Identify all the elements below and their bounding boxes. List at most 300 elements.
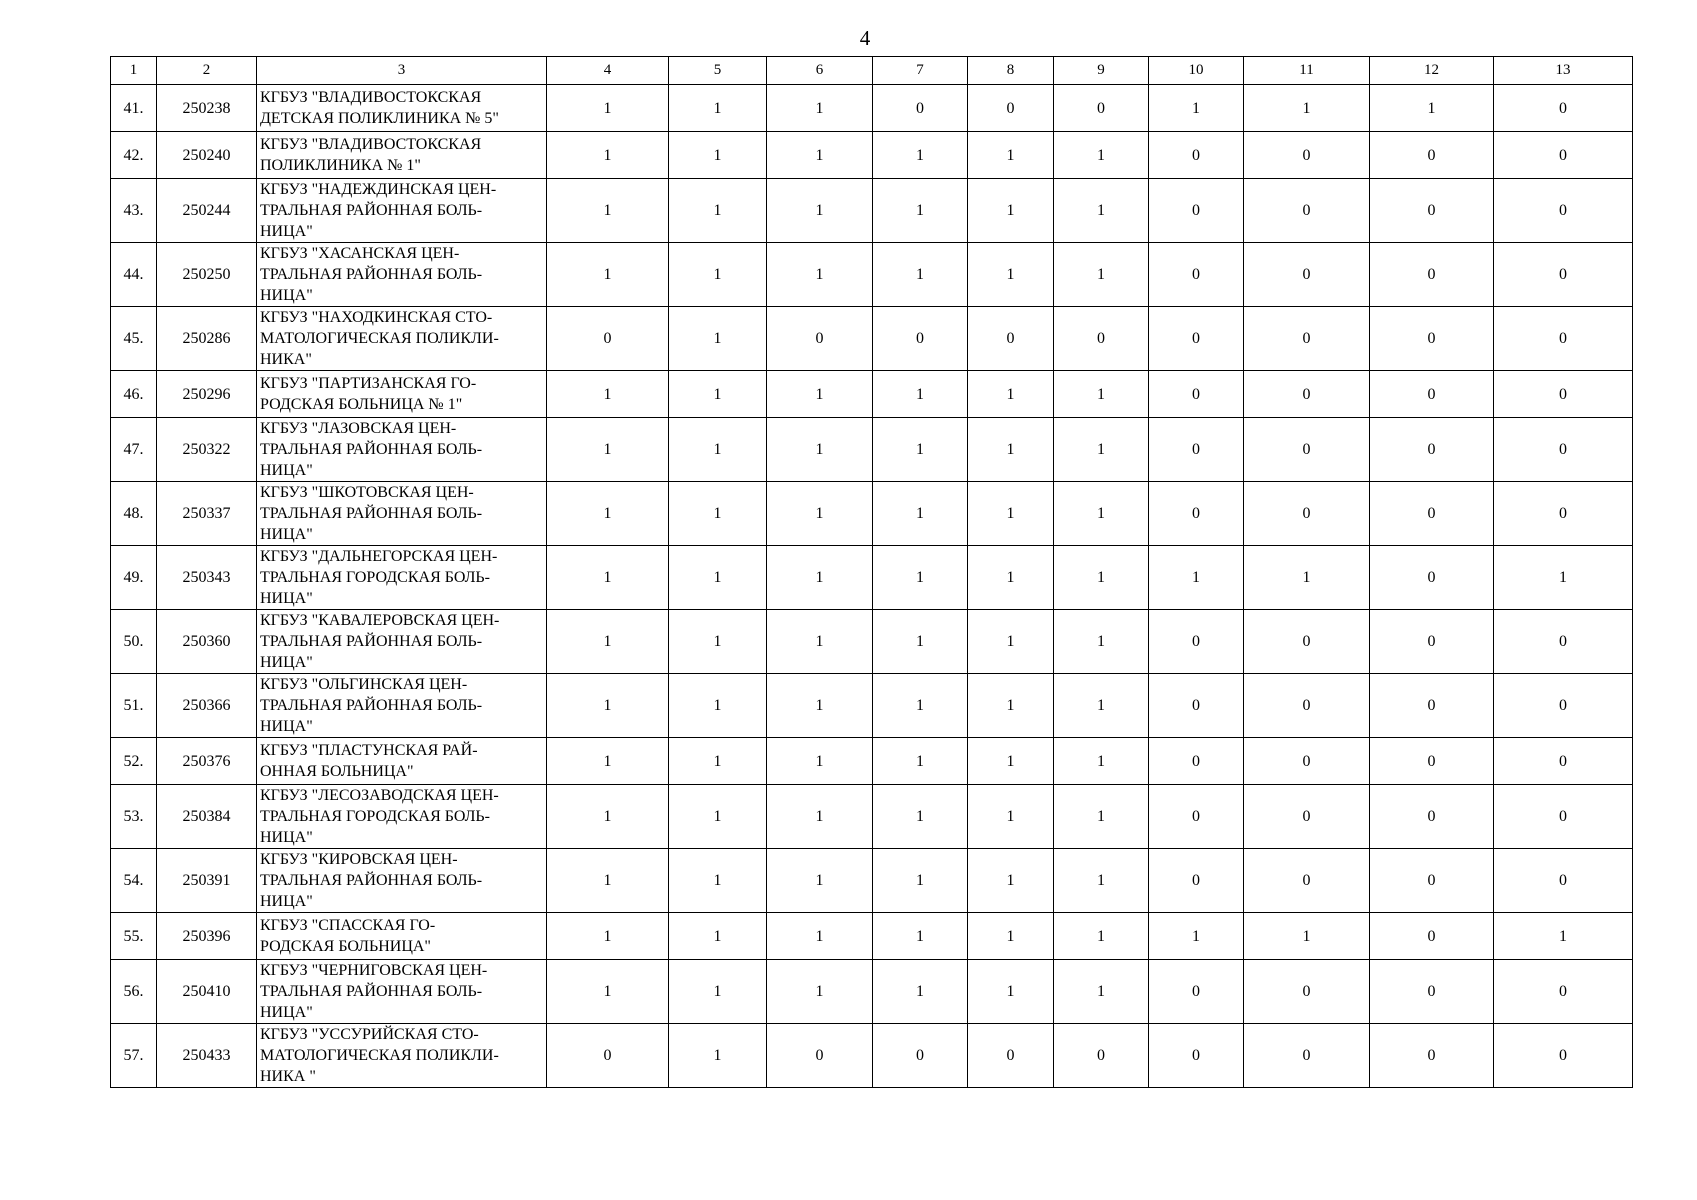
value-cell-col-4: 1 (547, 738, 669, 785)
column-header-1: 1 (111, 57, 157, 85)
column-header-4: 4 (547, 57, 669, 85)
table-body (111, 85, 1633, 1088)
organization-name-line: КГБУЗ "УССУРИЙСКАЯ СТО- (260, 1026, 479, 1043)
value-cell-col-13: 0 (1494, 418, 1633, 482)
row-number: 56. (111, 960, 157, 1024)
value-cell-col-9: 1 (1054, 913, 1149, 960)
column-header-12: 12 (1370, 57, 1494, 85)
organization-code: 250384 (157, 785, 257, 849)
value-cell-col-4: 1 (547, 785, 669, 849)
value-cell-col-6: 1 (767, 610, 873, 674)
row-number: 51. (111, 674, 157, 738)
table-row (111, 785, 1633, 849)
table-row (111, 674, 1633, 738)
value-cell-col-7: 1 (873, 243, 968, 307)
value-cell-col-13: 0 (1494, 785, 1633, 849)
value-cell-col-6: 1 (767, 674, 873, 738)
value-cell-col-8: 1 (968, 913, 1054, 960)
value-cell-col-11: 0 (1244, 1024, 1370, 1088)
column-header-6: 6 (767, 57, 873, 85)
organization-name-line: КГБУЗ "ШКОТОВСКАЯ ЦЕН- (260, 484, 474, 501)
value-cell-col-5: 1 (669, 482, 767, 546)
table-row (111, 307, 1633, 371)
organization-name-line: НИЦА" (260, 1004, 313, 1021)
organization-name-line: НИЦА" (260, 893, 313, 910)
value-cell-col-5: 1 (669, 307, 767, 371)
value-cell-col-4: 1 (547, 913, 669, 960)
organization-name-line: НИЦА" (260, 462, 313, 479)
value-cell-col-6: 1 (767, 371, 873, 418)
value-cell-col-10: 0 (1149, 132, 1244, 179)
value-cell-col-4: 1 (547, 849, 669, 913)
row-number: 47. (111, 418, 157, 482)
value-cell-col-10: 0 (1149, 960, 1244, 1024)
organization-name-line: ТРАЛЬНАЯ РАЙОННАЯ БОЛЬ- (260, 872, 483, 889)
value-cell-col-12: 0 (1370, 674, 1494, 738)
value-cell-col-5: 1 (669, 132, 767, 179)
organization-name-line: НИЦА" (260, 526, 313, 543)
value-cell-col-7: 0 (873, 85, 968, 132)
value-cell-col-8: 1 (968, 849, 1054, 913)
value-cell-col-10: 0 (1149, 610, 1244, 674)
value-cell-col-13: 1 (1494, 546, 1633, 610)
organization-name (257, 243, 547, 307)
value-cell-col-8: 0 (968, 307, 1054, 371)
value-cell-col-12: 0 (1370, 610, 1494, 674)
organization-name-line: МАТОЛОГИЧЕСКАЯ ПОЛИКЛИ- (260, 1047, 499, 1064)
value-cell-col-12: 1 (1370, 85, 1494, 132)
value-cell-col-6: 1 (767, 546, 873, 610)
value-cell-col-9: 1 (1054, 179, 1149, 243)
value-cell-col-13: 1 (1494, 913, 1633, 960)
value-cell-col-9: 1 (1054, 482, 1149, 546)
value-cell-col-6: 0 (767, 1024, 873, 1088)
organization-name (257, 913, 547, 960)
organization-name-line: ТРАЛЬНАЯ РАЙОННАЯ БОЛЬ- (260, 633, 483, 650)
organization-code: 250238 (157, 85, 257, 132)
value-cell-col-7: 0 (873, 1024, 968, 1088)
value-cell-col-11: 0 (1244, 610, 1370, 674)
value-cell-col-12: 0 (1370, 482, 1494, 546)
value-cell-col-6: 1 (767, 179, 873, 243)
value-cell-col-6: 1 (767, 785, 873, 849)
organization-code: 250244 (157, 179, 257, 243)
value-cell-col-12: 0 (1370, 546, 1494, 610)
table-row (111, 960, 1633, 1024)
organization-name-line: ТРАЛЬНАЯ ГОРОДСКАЯ БОЛЬ- (260, 569, 490, 586)
table-row (111, 1024, 1633, 1088)
value-cell-col-11: 0 (1244, 132, 1370, 179)
table-row (111, 546, 1633, 610)
organization-name (257, 738, 547, 785)
organization-name-line: КГБУЗ "НАХОДКИНСКАЯ СТО- (260, 309, 493, 326)
row-number: 50. (111, 610, 157, 674)
table-row (111, 243, 1633, 307)
organization-code: 250286 (157, 307, 257, 371)
value-cell-col-9: 1 (1054, 849, 1149, 913)
organization-name-line: КГБУЗ "ХАСАНСКАЯ ЦЕН- (260, 245, 460, 262)
row-number: 52. (111, 738, 157, 785)
value-cell-col-13: 0 (1494, 1024, 1633, 1088)
value-cell-col-6: 1 (767, 132, 873, 179)
value-cell-col-13: 0 (1494, 243, 1633, 307)
organization-code: 250366 (157, 674, 257, 738)
organization-name-line: НИЦА" (260, 223, 313, 240)
table-row (111, 738, 1633, 785)
value-cell-col-7: 1 (873, 371, 968, 418)
organization-code: 250391 (157, 849, 257, 913)
value-cell-col-12: 0 (1370, 960, 1494, 1024)
row-number: 45. (111, 307, 157, 371)
value-cell-col-10: 0 (1149, 418, 1244, 482)
value-cell-col-10: 0 (1149, 785, 1244, 849)
table-row (111, 132, 1633, 179)
value-cell-col-7: 0 (873, 307, 968, 371)
value-cell-col-5: 1 (669, 179, 767, 243)
value-cell-col-4: 1 (547, 85, 669, 132)
value-cell-col-8: 1 (968, 674, 1054, 738)
value-cell-col-8: 1 (968, 546, 1054, 610)
table-row (111, 418, 1633, 482)
value-cell-col-12: 0 (1370, 849, 1494, 913)
organization-code: 250410 (157, 960, 257, 1024)
row-number: 53. (111, 785, 157, 849)
table-row (111, 371, 1633, 418)
row-number: 44. (111, 243, 157, 307)
table-row (111, 913, 1633, 960)
value-cell-col-7: 1 (873, 418, 968, 482)
organization-name-line: КГБУЗ "ПАРТИЗАНСКАЯ ГО- (260, 375, 477, 392)
page-number: 4 (859, 26, 871, 50)
value-cell-col-10: 0 (1149, 482, 1244, 546)
value-cell-col-5: 1 (669, 85, 767, 132)
value-cell-col-10: 0 (1149, 1024, 1244, 1088)
value-cell-col-11: 0 (1244, 371, 1370, 418)
table-row (111, 482, 1633, 546)
value-cell-col-8: 1 (968, 785, 1054, 849)
organization-code: 250360 (157, 610, 257, 674)
column-header-5: 5 (669, 57, 767, 85)
value-cell-col-7: 1 (873, 785, 968, 849)
value-cell-col-11: 0 (1244, 674, 1370, 738)
value-cell-col-12: 0 (1370, 738, 1494, 785)
value-cell-col-9: 1 (1054, 243, 1149, 307)
value-cell-col-6: 1 (767, 418, 873, 482)
organization-name (257, 960, 547, 1024)
value-cell-col-6: 0 (767, 307, 873, 371)
value-cell-col-13: 0 (1494, 482, 1633, 546)
organization-name-line: КГБУЗ "КАВАЛЕРОВСКАЯ ЦЕН- (260, 612, 500, 629)
row-number: 49. (111, 546, 157, 610)
value-cell-col-8: 1 (968, 738, 1054, 785)
value-cell-col-8: 1 (968, 482, 1054, 546)
value-cell-col-12: 0 (1370, 243, 1494, 307)
organization-code: 250296 (157, 371, 257, 418)
value-cell-col-13: 0 (1494, 674, 1633, 738)
value-cell-col-9: 1 (1054, 132, 1149, 179)
value-cell-col-5: 1 (669, 913, 767, 960)
value-cell-col-7: 1 (873, 960, 968, 1024)
value-cell-col-11: 0 (1244, 307, 1370, 371)
value-cell-col-6: 1 (767, 913, 873, 960)
value-cell-col-10: 0 (1149, 849, 1244, 913)
value-cell-col-13: 0 (1494, 610, 1633, 674)
organization-code: 250433 (157, 1024, 257, 1088)
organization-code: 250240 (157, 132, 257, 179)
value-cell-col-9: 0 (1054, 307, 1149, 371)
organization-name-line: ТРАЛЬНАЯ РАЙОННАЯ БОЛЬ- (260, 697, 483, 714)
column-header-2: 2 (157, 57, 257, 85)
value-cell-col-8: 1 (968, 418, 1054, 482)
value-cell-col-4: 1 (547, 960, 669, 1024)
value-cell-col-10: 1 (1149, 913, 1244, 960)
value-cell-col-13: 0 (1494, 738, 1633, 785)
organization-name-line: ТРАЛЬНАЯ ГОРОДСКАЯ БОЛЬ- (260, 808, 490, 825)
row-number: 41. (111, 85, 157, 132)
value-cell-col-5: 1 (669, 371, 767, 418)
value-cell-col-4: 0 (547, 307, 669, 371)
value-cell-col-10: 0 (1149, 243, 1244, 307)
table-row (111, 179, 1633, 243)
value-cell-col-10: 0 (1149, 307, 1244, 371)
organization-name (257, 849, 547, 913)
value-cell-col-7: 1 (873, 546, 968, 610)
organization-name-line: КГБУЗ "ЧЕРНИГОВСКАЯ ЦЕН- (260, 962, 488, 979)
value-cell-col-5: 1 (669, 243, 767, 307)
organization-name (257, 307, 547, 371)
organization-name-line: ТРАЛЬНАЯ РАЙОННАЯ БОЛЬ- (260, 441, 483, 458)
organization-code: 250322 (157, 418, 257, 482)
organization-name (257, 482, 547, 546)
table-header-row (111, 57, 1633, 85)
value-cell-col-5: 1 (669, 418, 767, 482)
value-cell-col-10: 0 (1149, 738, 1244, 785)
value-cell-col-8: 1 (968, 179, 1054, 243)
value-cell-col-9: 1 (1054, 546, 1149, 610)
value-cell-col-11: 0 (1244, 418, 1370, 482)
value-cell-col-11: 1 (1244, 546, 1370, 610)
value-cell-col-12: 0 (1370, 179, 1494, 243)
value-cell-col-8: 1 (968, 243, 1054, 307)
value-cell-col-8: 0 (968, 1024, 1054, 1088)
value-cell-col-8: 1 (968, 132, 1054, 179)
organization-name-line: КГБУЗ "ЛАЗОВСКАЯ ЦЕН- (260, 420, 457, 437)
value-cell-col-5: 1 (669, 674, 767, 738)
value-cell-col-13: 0 (1494, 307, 1633, 371)
value-cell-col-4: 1 (547, 418, 669, 482)
value-cell-col-4: 1 (547, 482, 669, 546)
value-cell-col-4: 1 (547, 371, 669, 418)
value-cell-col-13: 0 (1494, 960, 1633, 1024)
organization-name-line: МАТОЛОГИЧЕСКАЯ ПОЛИКЛИ- (260, 330, 499, 347)
value-cell-col-9: 1 (1054, 960, 1149, 1024)
organization-name (257, 371, 547, 418)
organization-name (257, 418, 547, 482)
value-cell-col-5: 1 (669, 849, 767, 913)
value-cell-col-12: 0 (1370, 785, 1494, 849)
organization-name-line: КГБУЗ "ЛЕСОЗАВОДСКАЯ ЦЕН- (260, 787, 499, 804)
organization-code: 250343 (157, 546, 257, 610)
organization-name-line: ПОЛИКЛИНИКА № 1" (260, 157, 421, 174)
organization-name-line: РОДСКАЯ БОЛЬНИЦА" (260, 938, 431, 955)
organization-name-line: КГБУЗ "НАДЕЖДИНСКАЯ ЦЕН- (260, 181, 497, 198)
organization-name-line: ДЕТСКАЯ ПОЛИКЛИНИКА № 5" (260, 110, 499, 127)
value-cell-col-11: 0 (1244, 960, 1370, 1024)
value-cell-col-11: 0 (1244, 738, 1370, 785)
value-cell-col-11: 0 (1244, 179, 1370, 243)
row-number: 57. (111, 1024, 157, 1088)
value-cell-col-12: 0 (1370, 1024, 1494, 1088)
value-cell-col-12: 0 (1370, 913, 1494, 960)
value-cell-col-9: 1 (1054, 674, 1149, 738)
organization-name-line: РОДСКАЯ БОЛЬНИЦА № 1" (260, 396, 463, 413)
value-cell-col-6: 1 (767, 960, 873, 1024)
organization-name (257, 1024, 547, 1088)
organization-name-line: НИЦА" (260, 654, 313, 671)
value-cell-col-6: 1 (767, 243, 873, 307)
value-cell-col-13: 0 (1494, 132, 1633, 179)
row-number: 46. (111, 371, 157, 418)
value-cell-col-5: 1 (669, 1024, 767, 1088)
value-cell-col-9: 1 (1054, 785, 1149, 849)
value-cell-col-6: 1 (767, 849, 873, 913)
organization-name-line: ТРАЛЬНАЯ РАЙОННАЯ БОЛЬ- (260, 266, 483, 283)
column-header-13: 13 (1494, 57, 1633, 85)
value-cell-col-13: 0 (1494, 371, 1633, 418)
row-number: 48. (111, 482, 157, 546)
value-cell-col-4: 1 (547, 674, 669, 738)
table-row (111, 849, 1633, 913)
value-cell-col-8: 1 (968, 371, 1054, 418)
organization-name-line: НИЦА" (260, 590, 313, 607)
value-cell-col-5: 1 (669, 738, 767, 785)
value-cell-col-7: 1 (873, 849, 968, 913)
value-cell-col-12: 0 (1370, 307, 1494, 371)
value-cell-col-5: 1 (669, 960, 767, 1024)
organization-name-line: НИКА" (260, 351, 312, 368)
row-number: 55. (111, 913, 157, 960)
value-cell-col-4: 1 (547, 179, 669, 243)
organization-name-line: ТРАЛЬНАЯ РАЙОННАЯ БОЛЬ- (260, 983, 483, 1000)
organization-name-line: КГБУЗ "ДАЛЬНЕГОРСКАЯ ЦЕН- (260, 548, 498, 565)
organization-code: 250337 (157, 482, 257, 546)
value-cell-col-4: 1 (547, 243, 669, 307)
organization-name (257, 674, 547, 738)
value-cell-col-13: 0 (1494, 849, 1633, 913)
data-table (110, 56, 1633, 1088)
value-cell-col-10: 0 (1149, 179, 1244, 243)
value-cell-col-11: 1 (1244, 85, 1370, 132)
value-cell-col-10: 1 (1149, 546, 1244, 610)
value-cell-col-6: 1 (767, 738, 873, 785)
organization-code: 250250 (157, 243, 257, 307)
value-cell-col-4: 0 (547, 1024, 669, 1088)
organization-name-line: НИКА " (260, 1068, 316, 1085)
table-row (111, 85, 1633, 132)
organization-name-line: КГБУЗ "СПАССКАЯ ГО- (260, 917, 436, 934)
value-cell-col-11: 1 (1244, 913, 1370, 960)
organization-name (257, 179, 547, 243)
value-cell-col-6: 1 (767, 482, 873, 546)
value-cell-col-7: 1 (873, 738, 968, 785)
value-cell-col-7: 1 (873, 132, 968, 179)
organization-name (257, 610, 547, 674)
organization-name-line: ОННАЯ БОЛЬНИЦА" (260, 763, 414, 780)
value-cell-col-9: 0 (1054, 85, 1149, 132)
value-cell-col-9: 1 (1054, 418, 1149, 482)
column-header-11: 11 (1244, 57, 1370, 85)
row-number: 42. (111, 132, 157, 179)
organization-name-line: ТРАЛЬНАЯ РАЙОННАЯ БОЛЬ- (260, 505, 483, 522)
value-cell-col-8: 0 (968, 85, 1054, 132)
value-cell-col-7: 1 (873, 913, 968, 960)
organization-code: 250376 (157, 738, 257, 785)
value-cell-col-7: 1 (873, 179, 968, 243)
value-cell-col-12: 0 (1370, 371, 1494, 418)
value-cell-col-13: 0 (1494, 85, 1633, 132)
organization-name-line: КГБУЗ "ВЛАДИВОСТОКСКАЯ (260, 89, 482, 106)
value-cell-col-11: 0 (1244, 849, 1370, 913)
value-cell-col-6: 1 (767, 85, 873, 132)
value-cell-col-11: 0 (1244, 243, 1370, 307)
table-row (111, 610, 1633, 674)
organization-code: 250396 (157, 913, 257, 960)
value-cell-col-10: 0 (1149, 371, 1244, 418)
value-cell-col-7: 1 (873, 674, 968, 738)
value-cell-col-12: 0 (1370, 132, 1494, 179)
value-cell-col-5: 1 (669, 610, 767, 674)
organization-name-line: КГБУЗ "ОЛЬГИНСКАЯ ЦЕН- (260, 676, 468, 693)
value-cell-col-10: 1 (1149, 85, 1244, 132)
value-cell-col-9: 1 (1054, 610, 1149, 674)
row-number: 54. (111, 849, 157, 913)
column-header-8: 8 (968, 57, 1054, 85)
value-cell-col-10: 0 (1149, 674, 1244, 738)
value-cell-col-7: 1 (873, 610, 968, 674)
organization-name-line: ТРАЛЬНАЯ РАЙОННАЯ БОЛЬ- (260, 202, 483, 219)
column-header-10: 10 (1149, 57, 1244, 85)
value-cell-col-4: 1 (547, 546, 669, 610)
value-cell-col-5: 1 (669, 785, 767, 849)
organization-name (257, 785, 547, 849)
column-header-7: 7 (873, 57, 968, 85)
organization-name-line: НИЦА" (260, 287, 313, 304)
organization-name-line: КГБУЗ "ВЛАДИВОСТОКСКАЯ (260, 136, 482, 153)
value-cell-col-9: 0 (1054, 1024, 1149, 1088)
column-header-3: 3 (257, 57, 547, 85)
value-cell-col-12: 0 (1370, 418, 1494, 482)
value-cell-col-7: 1 (873, 482, 968, 546)
organization-name (257, 132, 547, 179)
value-cell-col-9: 1 (1054, 738, 1149, 785)
value-cell-col-8: 1 (968, 960, 1054, 1024)
organization-name-line: КГБУЗ "ПЛАСТУНСКАЯ РАЙ- (260, 742, 478, 759)
organization-name (257, 546, 547, 610)
value-cell-col-8: 1 (968, 610, 1054, 674)
value-cell-col-13: 0 (1494, 179, 1633, 243)
organization-name (257, 85, 547, 132)
organization-name-line: КГБУЗ "КИРОВСКАЯ ЦЕН- (260, 851, 458, 868)
organization-name-line: НИЦА" (260, 718, 313, 735)
value-cell-col-5: 1 (669, 546, 767, 610)
column-header-9: 9 (1054, 57, 1149, 85)
organization-name-line: НИЦА" (260, 829, 313, 846)
value-cell-col-4: 1 (547, 610, 669, 674)
value-cell-col-11: 0 (1244, 785, 1370, 849)
value-cell-col-11: 0 (1244, 482, 1370, 546)
row-number: 43. (111, 179, 157, 243)
value-cell-col-9: 1 (1054, 371, 1149, 418)
